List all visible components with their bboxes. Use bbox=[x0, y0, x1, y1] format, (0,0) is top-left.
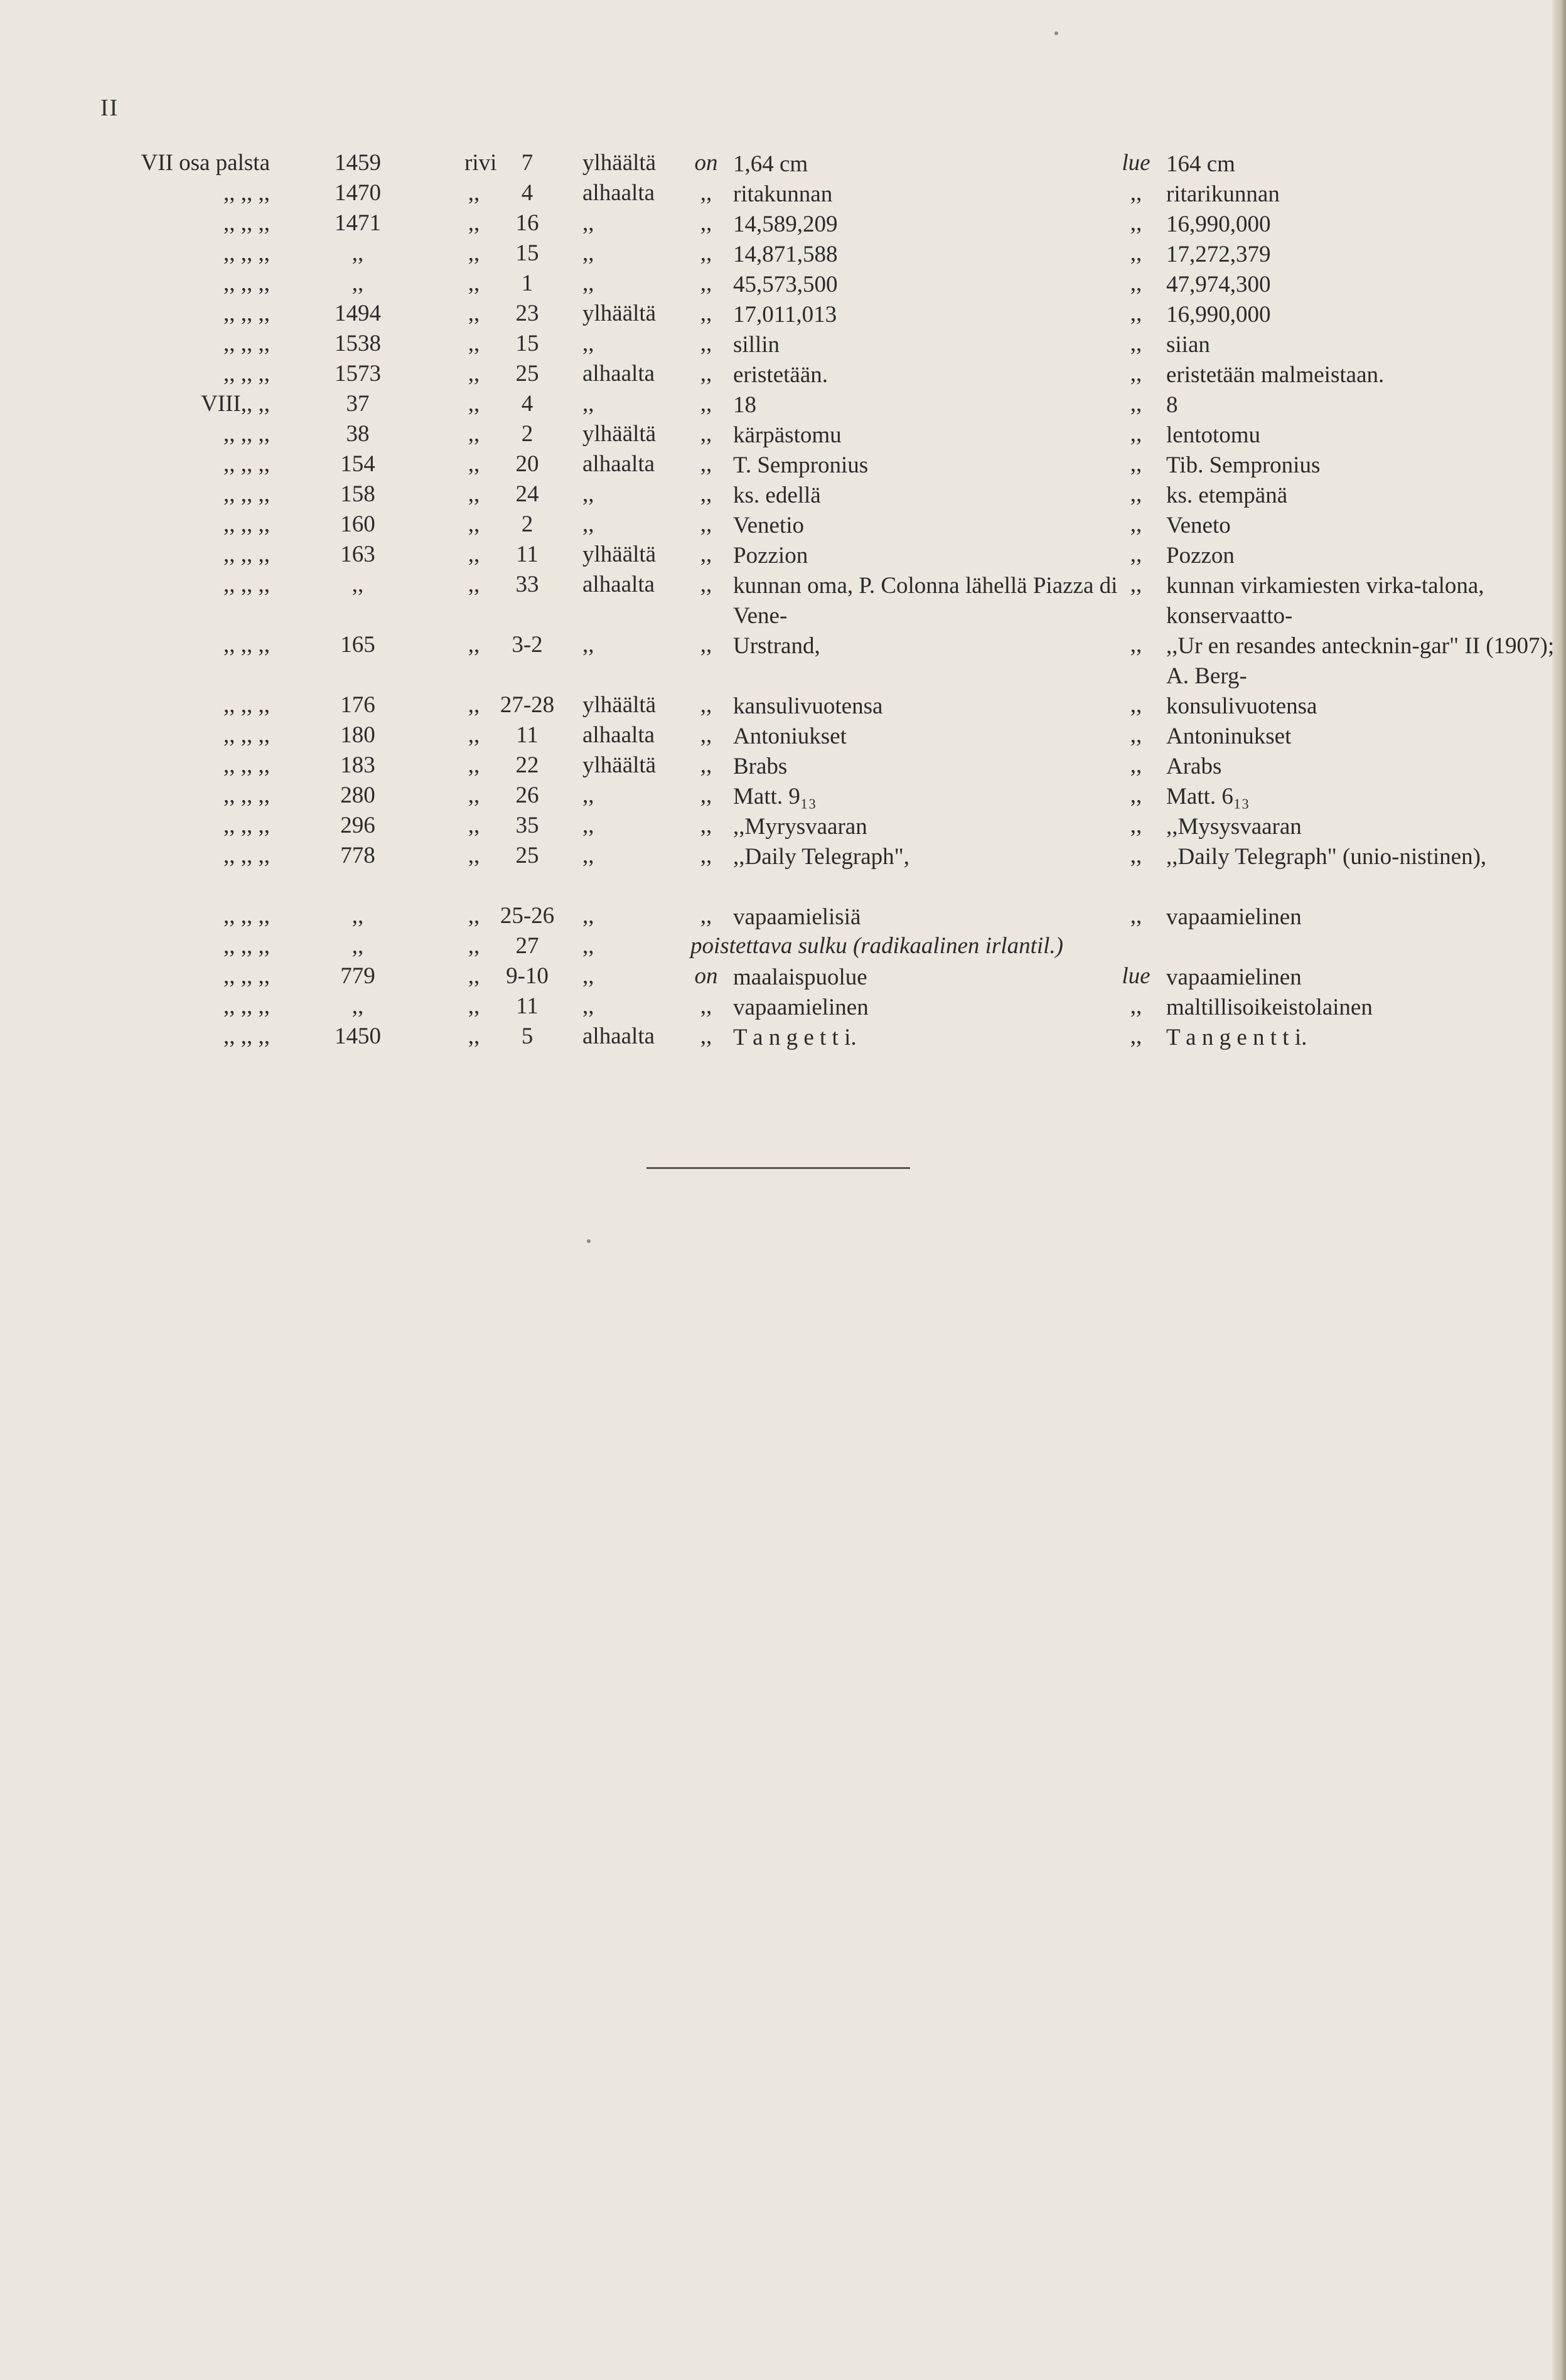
ditto-mark: ,, bbox=[468, 210, 480, 236]
should-read-mark: ,, bbox=[1130, 722, 1142, 748]
page-cell: 158 bbox=[340, 481, 375, 507]
line-cell: 33 bbox=[515, 572, 539, 597]
erroneous-text: ritakunnan bbox=[733, 181, 833, 207]
errata-row bbox=[88, 993, 1481, 1023]
erroneous-text: 1,64 cm bbox=[733, 151, 808, 177]
direction-cell: ylhäältä bbox=[582, 752, 657, 778]
line-cell: 4 bbox=[521, 180, 534, 206]
ditto-mark: ,, bbox=[468, 301, 480, 326]
errata-row bbox=[88, 179, 1481, 210]
reads-mark: ,, bbox=[700, 421, 712, 447]
page-cell: 1573 bbox=[335, 361, 381, 387]
corrected-text: Pozzon bbox=[1166, 543, 1235, 568]
direction-cell: alhaalta bbox=[582, 572, 655, 597]
errata-row bbox=[88, 541, 1481, 571]
corrected-text: 47,974,300 bbox=[1166, 272, 1271, 297]
corrected-text: konsulivuotensa bbox=[1166, 693, 1317, 719]
corrected-text: Tib. Sempronius bbox=[1166, 452, 1321, 478]
should-read-mark: ,, bbox=[1130, 993, 1142, 1019]
paper-speck bbox=[1054, 31, 1058, 35]
erroneous-text: Urstrand, bbox=[733, 633, 820, 659]
direction-cell: ylhäältä bbox=[582, 692, 657, 718]
corrected-text: ,,Mysysvaaran bbox=[1166, 814, 1302, 840]
ditto-mark: ,, bbox=[468, 481, 480, 507]
direction-cell: ,, bbox=[582, 903, 594, 929]
direction-cell: ,, bbox=[582, 481, 594, 507]
line-cell: 11 bbox=[516, 993, 539, 1019]
line-cell: 4 bbox=[521, 391, 534, 417]
ditto-mark: ,, bbox=[468, 572, 480, 597]
corrected-text: T a n g e n t t i. bbox=[1166, 1025, 1307, 1050]
reads-mark: ,, bbox=[700, 1023, 712, 1049]
errata-row bbox=[88, 842, 1487, 902]
line-cell: 2 bbox=[521, 421, 534, 447]
corrected-text: eristetään malmeistaan. bbox=[1166, 362, 1385, 388]
line-cell: 22 bbox=[515, 752, 539, 778]
location-cell: ,, ,, ,, bbox=[223, 843, 270, 868]
location-cell: ,, ,, ,, bbox=[223, 331, 270, 356]
corrected-text: kunnan virkamiesten virka-talona, konservaatto- bbox=[1166, 573, 1484, 629]
page-cell: 1538 bbox=[335, 331, 381, 356]
direction-cell: ,, bbox=[582, 331, 594, 356]
erroneous-text: 17,011,013 bbox=[733, 302, 837, 328]
corrected-text: ritarikunnan bbox=[1166, 181, 1280, 207]
reads-mark: ,, bbox=[700, 240, 712, 266]
direction-cell: ylhäältä bbox=[582, 421, 657, 447]
errata-row bbox=[88, 752, 1481, 782]
reads-mark: ,, bbox=[700, 301, 712, 326]
errata-row bbox=[88, 330, 1481, 360]
erroneous-text: Antoniukset bbox=[733, 723, 847, 749]
reads-mark: ,, bbox=[700, 542, 712, 567]
ditto-mark: ,, bbox=[468, 632, 480, 658]
erroneous-text: ks. edellä bbox=[733, 483, 821, 508]
corrected-text: 16,990,000 bbox=[1166, 211, 1271, 237]
should-read-mark: ,, bbox=[1130, 270, 1142, 296]
location-cell: ,, ,, ,, bbox=[223, 511, 270, 537]
ditto-mark: ,, bbox=[468, 933, 480, 959]
corrected-text: ks. etempänä bbox=[1166, 483, 1288, 508]
line-cell: 26 bbox=[515, 782, 539, 808]
errata-row bbox=[88, 360, 1481, 390]
ditto-mark: ,, bbox=[468, 451, 480, 477]
line-cell: 27-28 bbox=[500, 692, 555, 718]
direction-cell: ,, bbox=[582, 391, 594, 417]
page-cell: ,, bbox=[351, 903, 364, 929]
erroneous-text: 14,589,209 bbox=[733, 211, 838, 237]
location-cell: ,, ,, ,, bbox=[223, 903, 270, 929]
location-cell: ,, ,, ,, bbox=[223, 963, 270, 989]
line-cell: 25 bbox=[515, 361, 539, 387]
direction-cell: alhaalta bbox=[582, 361, 655, 387]
erroneous-text: maalaispuolue bbox=[733, 964, 867, 990]
erroneous-text: ,,Daily Telegraph", bbox=[733, 844, 910, 870]
direction-cell: ,, bbox=[582, 993, 594, 1019]
reads-mark: ,, bbox=[700, 481, 712, 507]
should-read-mark: ,, bbox=[1130, 210, 1142, 236]
direction-cell: ,, bbox=[582, 963, 594, 989]
ditto-mark: ,, bbox=[468, 270, 480, 296]
errata-row bbox=[88, 812, 1481, 842]
page-cell: ,, bbox=[351, 993, 364, 1019]
page-cell: 160 bbox=[340, 511, 375, 537]
should-read-mark: ,, bbox=[1130, 572, 1142, 597]
paper-speck bbox=[587, 1239, 591, 1243]
reads-mark: ,, bbox=[700, 331, 712, 356]
errata-row bbox=[88, 451, 1481, 481]
erroneous-text: Pozzion bbox=[733, 543, 808, 568]
page-cell: 154 bbox=[340, 451, 375, 477]
errata-table bbox=[88, 149, 1555, 1053]
reads-mark: ,, bbox=[700, 692, 712, 718]
reads-mark: ,, bbox=[700, 782, 712, 808]
errata-row bbox=[88, 691, 1481, 722]
corrected-text: Matt. 6₁₃ bbox=[1166, 784, 1250, 809]
location-cell: ,, ,, ,, bbox=[223, 632, 270, 658]
page-cell: 1471 bbox=[335, 210, 381, 236]
should-read-mark: ,, bbox=[1130, 391, 1142, 417]
page-number: II bbox=[100, 95, 119, 121]
ditto-mark: ,, bbox=[468, 813, 480, 838]
page-cell: 296 bbox=[340, 813, 375, 838]
ditto-mark: ,, bbox=[468, 722, 480, 748]
reads-mark: ,, bbox=[700, 451, 712, 477]
ditto-mark: ,, bbox=[468, 782, 480, 808]
should-read-mark: ,, bbox=[1130, 180, 1142, 206]
location-cell: ,, ,, ,, bbox=[223, 572, 270, 597]
line-cell: 20 bbox=[515, 451, 539, 477]
direction-cell: ,, bbox=[582, 813, 594, 838]
location-cell: ,, ,, ,, bbox=[223, 451, 270, 477]
location-cell: ,, ,, ,, bbox=[223, 240, 270, 266]
direction-cell: ,, bbox=[582, 240, 594, 266]
page-cell: 183 bbox=[340, 752, 375, 778]
page-cell: 180 bbox=[340, 722, 375, 748]
direction-cell: ,, bbox=[582, 933, 594, 959]
corrected-text: Antoninukset bbox=[1166, 723, 1292, 749]
corrected-text: 164 cm bbox=[1166, 151, 1235, 177]
direction-cell: ylhäältä bbox=[582, 301, 657, 326]
page-cell: ,, bbox=[351, 933, 364, 959]
erroneous-text: T a n g e t t i. bbox=[733, 1025, 857, 1050]
page-cell: 280 bbox=[340, 782, 375, 808]
should-read-mark: ,, bbox=[1130, 361, 1142, 387]
errata-row bbox=[88, 1023, 1481, 1053]
location-cell: ,, ,, ,, bbox=[223, 481, 270, 507]
location-cell: VII osa palsta bbox=[141, 150, 270, 176]
location-cell: ,, ,, ,, bbox=[223, 301, 270, 326]
ditto-mark: ,, bbox=[468, 331, 480, 356]
line-cell: 7 bbox=[521, 150, 534, 176]
corrected-text: 17,272,379 bbox=[1166, 242, 1271, 267]
location-cell: ,, ,, ,, bbox=[223, 361, 270, 387]
direction-cell: ylhäältä bbox=[582, 542, 657, 567]
location-cell: ,, ,, ,, bbox=[223, 933, 270, 959]
should-read-mark: ,, bbox=[1130, 1023, 1142, 1049]
corrected-text: Veneto bbox=[1166, 513, 1231, 538]
reads-mark: ,, bbox=[700, 843, 712, 868]
end-rule bbox=[646, 1167, 910, 1169]
direction-cell: ,, bbox=[582, 782, 594, 808]
erroneous-text: 18 bbox=[733, 392, 756, 418]
direction-cell: ,, bbox=[582, 511, 594, 537]
page-cell: 1494 bbox=[335, 301, 381, 326]
reads-mark: ,, bbox=[700, 722, 712, 748]
ditto-mark: ,, bbox=[468, 903, 480, 929]
erroneous-text: eristetään. bbox=[733, 362, 828, 388]
corrected-text: Arabs bbox=[1166, 754, 1222, 779]
location-cell: ,, ,, ,, bbox=[223, 752, 270, 778]
should-read-mark: ,, bbox=[1130, 481, 1142, 507]
location-cell: ,, ,, ,, bbox=[223, 542, 270, 567]
reads-mark: ,, bbox=[700, 572, 712, 597]
erroneous-text: 14,871,588 bbox=[733, 242, 838, 267]
ditto-mark: ,, bbox=[468, 993, 480, 1019]
errata-row bbox=[88, 481, 1481, 511]
ditto-mark: ,, bbox=[468, 180, 480, 206]
erroneous-text: T. Sempronius bbox=[733, 452, 869, 478]
reads-mark: ,, bbox=[700, 361, 712, 387]
errata-row bbox=[88, 390, 1481, 420]
ditto-mark: ,, bbox=[468, 240, 480, 266]
page-cell: 37 bbox=[346, 391, 370, 417]
errata-row bbox=[88, 571, 1484, 631]
reads-mark: on bbox=[694, 963, 718, 989]
ditto-mark: ,, bbox=[468, 1023, 480, 1049]
errata-row bbox=[88, 782, 1481, 812]
direction-cell: ,, bbox=[582, 210, 594, 236]
line-cell: 15 bbox=[515, 240, 539, 266]
erroneous-text: ,,Myrysvaaran bbox=[733, 814, 867, 840]
corrected-text: 8 bbox=[1166, 392, 1178, 418]
erroneous-text: Matt. 9₁₃ bbox=[733, 784, 817, 809]
erroneous-text: kunnan oma, P. Colonna lähellä Piazza di Vene- bbox=[733, 573, 1118, 629]
should-read-mark: lue bbox=[1122, 963, 1150, 989]
line-cell: 35 bbox=[515, 813, 539, 838]
errata-row bbox=[88, 240, 1481, 270]
reads-mark: ,, bbox=[700, 632, 712, 658]
erroneous-text: Venetio bbox=[733, 513, 805, 538]
should-read-mark: ,, bbox=[1130, 331, 1142, 356]
page-cell: ,, bbox=[351, 270, 364, 296]
location-cell: ,, ,, ,, bbox=[223, 692, 270, 718]
direction-cell: alhaalta bbox=[582, 451, 655, 477]
corrected-text: siian bbox=[1166, 332, 1210, 358]
should-read-mark: ,, bbox=[1130, 813, 1142, 838]
ditto-mark: ,, bbox=[468, 542, 480, 567]
should-read-mark: ,, bbox=[1130, 421, 1142, 447]
line-cell: 2 bbox=[521, 511, 534, 537]
ditto-mark: ,, bbox=[468, 752, 480, 778]
page-cell: 778 bbox=[340, 843, 375, 868]
should-read-mark: ,, bbox=[1130, 782, 1142, 808]
erroneous-text: vapaamielisiä bbox=[733, 904, 861, 930]
direction-cell: alhaalta bbox=[582, 722, 655, 748]
erroneous-text: kärpästomu bbox=[733, 422, 842, 448]
should-read-mark: lue bbox=[1122, 150, 1150, 176]
location-cell: ,, ,, ,, bbox=[223, 993, 270, 1019]
erroneous-text: Brabs bbox=[733, 754, 788, 779]
errata-row bbox=[88, 631, 1555, 691]
errata-row bbox=[88, 149, 1481, 179]
corrected-text: maltillisoikeistolainen bbox=[1166, 995, 1373, 1020]
should-read-mark: ,, bbox=[1130, 752, 1142, 778]
location-cell: VIII,, ,, bbox=[201, 391, 270, 417]
direction-cell: ,, bbox=[582, 843, 594, 868]
page-cell: 779 bbox=[340, 963, 375, 989]
direction-cell: alhaalta bbox=[582, 180, 655, 206]
reads-mark: ,, bbox=[700, 391, 712, 417]
line-cell: 15 bbox=[515, 331, 539, 356]
errata-row bbox=[88, 932, 1481, 963]
location-cell: ,, ,, ,, bbox=[223, 210, 270, 236]
corrected-text: 16,990,000 bbox=[1166, 302, 1271, 328]
ditto-mark: ,, bbox=[468, 963, 480, 989]
page-cell: ,, bbox=[351, 572, 364, 597]
errata-row bbox=[88, 300, 1481, 330]
should-read-mark: ,, bbox=[1130, 542, 1142, 567]
should-read-mark: ,, bbox=[1130, 301, 1142, 326]
erroneous-text: kansulivuotensa bbox=[733, 693, 883, 719]
erroneous-text: vapaamielinen bbox=[733, 995, 869, 1020]
ditto-mark: ,, bbox=[468, 692, 480, 718]
ditto-mark: rivi bbox=[464, 150, 497, 176]
location-cell: ,, ,, ,, bbox=[223, 421, 270, 447]
line-cell: 9-10 bbox=[506, 963, 549, 989]
location-cell: ,, ,, ,, bbox=[223, 1023, 270, 1049]
should-read-mark: ,, bbox=[1130, 843, 1142, 868]
should-read-mark: ,, bbox=[1130, 451, 1142, 477]
errata-row bbox=[88, 511, 1481, 541]
ditto-mark: ,, bbox=[468, 843, 480, 868]
reads-mark: ,, bbox=[700, 511, 712, 537]
reads-mark: ,, bbox=[700, 180, 712, 206]
page-cell: 176 bbox=[340, 692, 375, 718]
corrected-text: lentotomu bbox=[1166, 422, 1261, 448]
reads-mark: on bbox=[694, 150, 718, 176]
line-cell: 25-26 bbox=[500, 903, 555, 929]
errata-row bbox=[88, 420, 1481, 451]
line-cell: 24 bbox=[515, 481, 539, 507]
page-cell: 1470 bbox=[335, 180, 381, 206]
line-cell: 5 bbox=[521, 1023, 534, 1049]
direction-cell: alhaalta bbox=[582, 1023, 655, 1049]
line-cell: 11 bbox=[516, 722, 539, 748]
ditto-mark: ,, bbox=[468, 391, 480, 417]
reads-mark: ,, bbox=[700, 752, 712, 778]
line-cell: 25 bbox=[515, 843, 539, 868]
errata-row bbox=[88, 210, 1481, 240]
page-cell: 38 bbox=[346, 421, 370, 447]
location-cell: ,, ,, ,, bbox=[223, 180, 270, 206]
full-correction-note: poistettava sulku (radikaalinen irlantil.) bbox=[690, 933, 1063, 959]
reads-mark: ,, bbox=[700, 270, 712, 296]
errata-row bbox=[88, 963, 1481, 993]
ditto-mark: ,, bbox=[468, 361, 480, 387]
location-cell: ,, ,, ,, bbox=[223, 722, 270, 748]
page-cell: 163 bbox=[340, 542, 375, 567]
should-read-mark: ,, bbox=[1130, 511, 1142, 537]
should-read-mark: ,, bbox=[1130, 240, 1142, 266]
reads-mark: ,, bbox=[700, 813, 712, 838]
location-cell: ,, ,, ,, bbox=[223, 782, 270, 808]
corrected-text: ,,Daily Telegraph" (unio-nistinen), bbox=[1166, 844, 1487, 870]
corrected-text: vapaamielinen bbox=[1166, 904, 1302, 930]
reads-mark: ,, bbox=[700, 993, 712, 1019]
page-cell: 1450 bbox=[335, 1023, 381, 1049]
errata-row bbox=[88, 902, 1481, 932]
erroneous-text: sillin bbox=[733, 332, 780, 358]
line-cell: 27 bbox=[515, 933, 539, 959]
ditto-mark: ,, bbox=[468, 421, 480, 447]
line-cell: 11 bbox=[516, 542, 539, 567]
should-read-mark: ,, bbox=[1130, 632, 1142, 658]
location-cell: ,, ,, ,, bbox=[223, 813, 270, 838]
should-read-mark: ,, bbox=[1130, 903, 1142, 929]
direction-cell: ylhäältä bbox=[582, 150, 657, 176]
line-cell: 16 bbox=[515, 210, 539, 236]
page-cell: 165 bbox=[340, 632, 375, 658]
ditto-mark: ,, bbox=[468, 511, 480, 537]
direction-cell: ,, bbox=[582, 632, 594, 658]
page-cell: 1459 bbox=[335, 150, 381, 176]
corrected-text: ,,Ur en resandes antecknin-gar" II (1907); A. Berg- bbox=[1166, 633, 1555, 689]
reads-mark: ,, bbox=[700, 903, 712, 929]
line-cell: 3-2 bbox=[512, 632, 543, 658]
line-cell: 1 bbox=[521, 270, 534, 296]
page-cell: ,, bbox=[351, 240, 364, 266]
reads-mark: ,, bbox=[700, 210, 712, 236]
should-read-mark: ,, bbox=[1130, 692, 1142, 718]
location-cell: ,, ,, ,, bbox=[223, 270, 270, 296]
direction-cell: ,, bbox=[582, 270, 594, 296]
errata-row bbox=[88, 722, 1481, 752]
corrected-text: vapaamielinen bbox=[1166, 964, 1302, 990]
errata-row bbox=[88, 270, 1481, 300]
line-cell: 23 bbox=[515, 301, 539, 326]
erroneous-text: 45,573,500 bbox=[733, 272, 838, 297]
